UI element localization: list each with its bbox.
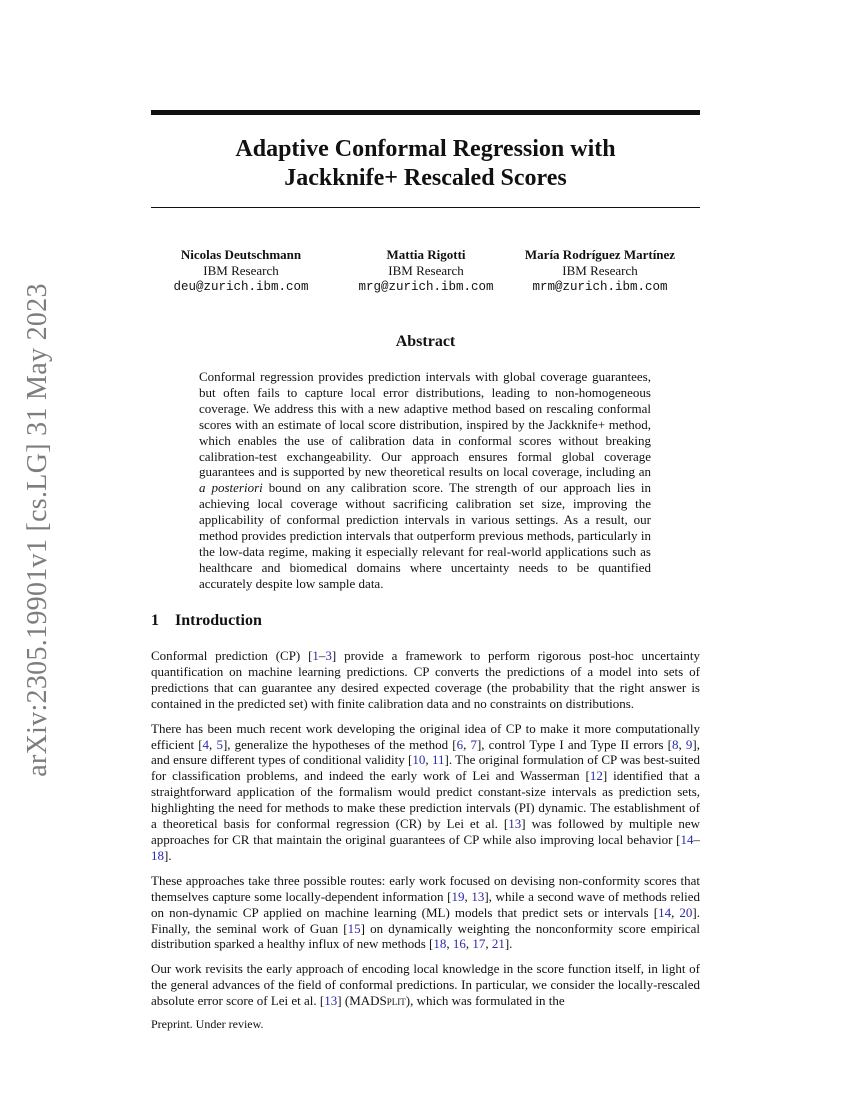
author-3	[505, 247, 695, 295]
author-affiliation: IBM Research	[562, 263, 638, 278]
arxiv-identifier: arXiv:2305.19901v1 [cs.LG] 31 May 2023	[22, 283, 53, 777]
section-heading-introduction	[151, 612, 262, 630]
citation-link[interactable]: 18	[151, 847, 164, 863]
paragraph: Conformal prediction (CP) [1–3] provide a framework to perform rigorous post-hoc uncertainty quantification on machine learning predictions. CP converts the predictions of a model into sets of predictions that can guarantee any desired expected coverage (the probability that the right answer is contained in the predicted set) with finite calibration data and no constraints on distributions.	[151, 648, 700, 711]
title-top-rule	[151, 110, 700, 115]
citation-link[interactable]: 7	[470, 736, 477, 752]
author-email[interactable]: deu@zurich.ibm.com	[173, 280, 309, 294]
section-number: 1	[151, 612, 159, 629]
author-email[interactable]: mrm@zurich.ibm.com	[532, 280, 668, 294]
citation-link[interactable]: 1	[312, 648, 319, 663]
author-affiliation: IBM Research	[388, 263, 464, 278]
introduction-body	[151, 648, 700, 1018]
citation-link[interactable]: 12	[589, 768, 603, 784]
abstract-heading: Abstract	[395, 333, 456, 350]
author-email[interactable]: mrg@zurich.ibm.com	[358, 280, 494, 294]
author-affiliation: IBM Research	[203, 263, 279, 278]
citation-link[interactable]: 11	[431, 752, 445, 768]
citation-link[interactable]: 20	[679, 904, 693, 920]
citation-link[interactable]: 19	[451, 888, 465, 904]
abstract-text: Conformal regression provides prediction intervals with global coverage guarantees, but often fails to capture local error distributions, leading to non-homogeneous coverage. We address this with a new adaptive method based on rescaling conformal scores with an estimate of local score distribution, inspired by the Jackknife+ method, which enables the use of calibration data in conformal scores without breaking calibration-test exchangeability. Our approach ensures formal global coverage guarantees and is supported by new theoretical results on local coverage, including an a posteriori bound on any calibration score. The strength of our approach lies in achieving local coverage without sacrificing calibration set size, improving the applicability of conformal prediction intervals in various settings. As a result, our method provides prediction intervals that outperform previous methods, particularly in the low-data regime, making it especially relevant for real-world applications such as healthcare and biomedical domains where uncertainty needs to be quantified accurately despite low sample data.	[199, 369, 651, 591]
title-bottom-rule	[151, 207, 700, 208]
author-name: Nicolas Deutschmann	[180, 247, 302, 262]
paragraph: Our work revisits the early approach of encoding local knowledge in the score function itself, in light of the general advances of the field of conformal predictions. In particular, we consider the locally-rescaled absolute error score of Lei et al. [13] (MADSplit), which was formulated in the	[151, 961, 700, 1009]
footer-note: Preprint. Under review.	[151, 1017, 264, 1031]
citation-link[interactable]: 18	[433, 936, 447, 952]
citation-link[interactable]: 5	[216, 736, 223, 752]
citation-link[interactable]: 4	[202, 736, 210, 752]
title-line-2: Jackknife+ Rescaled Scores	[284, 165, 567, 191]
citation-link[interactable]: 13	[324, 993, 338, 1009]
author-name: Mattia Rigotti	[386, 247, 466, 262]
citation-link[interactable]: 16	[452, 936, 466, 952]
citation-link[interactable]: 14	[658, 904, 672, 920]
author-1	[151, 247, 331, 295]
author-block	[151, 247, 700, 307]
citation-link[interactable]: 10	[412, 752, 426, 768]
citation-link[interactable]: 8	[672, 736, 679, 752]
citation-link[interactable]: 15	[347, 920, 361, 936]
citation-link[interactable]: 13	[508, 816, 522, 832]
citation-link[interactable]: 17	[472, 936, 486, 952]
author-name: María Rodríguez Martínez	[524, 247, 676, 262]
citation-link[interactable]: 21	[491, 936, 505, 952]
paragraph: These approaches take three possible routes: early work focused on devising non-conformity scores that themselves capture some locally-dependent information [19, 13], while a second wave of methods relied on non-dynamic CP applied on machine learning (ML) models that predict sets or intervals [14, 20]. Finally, the seminal work of Guan [15] on dynamically weighting the nonconformity score empirical distribution sparked a healthy influx of new methods [18, 16, 17, 21].	[151, 872, 701, 952]
paragraph: There has been much recent work developing the original idea of CP to make it more computationally efficient [4, 5], generalize the hypotheses of the method [6, 7], control Type I and Type II errors [8, 9], and ensure different types of conditional validity [10, 11]. The original formulation of CP was best-suited for classification problems, and indeed the early work of Lei and Wasserman [12] identified that a straightforward application of the formalism would predict constant-size intervals as prediction sets, highlighting the need for methods to make these prediction intervals (PI) dynamic. The establishment of a theoretical basis for conformal regression (CR) by Lei et al. [13] was followed by multiple new approaches for CR that maintain the original guarantees of CP while also improving local behavior [14–18].	[151, 720, 701, 863]
citation-link[interactable]: 14	[680, 831, 694, 847]
citation-link[interactable]: 13	[471, 888, 485, 904]
author-2	[336, 247, 516, 295]
title-line-1: Adaptive Conformal Regression with	[235, 136, 616, 162]
paper-title	[151, 135, 700, 193]
section-title: Introduction	[175, 612, 262, 629]
citation-link[interactable]: 9	[685, 736, 693, 752]
citation-link[interactable]: 6	[456, 736, 464, 752]
citation-link[interactable]: 3	[325, 648, 332, 663]
method-name: MADSplit	[349, 993, 406, 1009]
